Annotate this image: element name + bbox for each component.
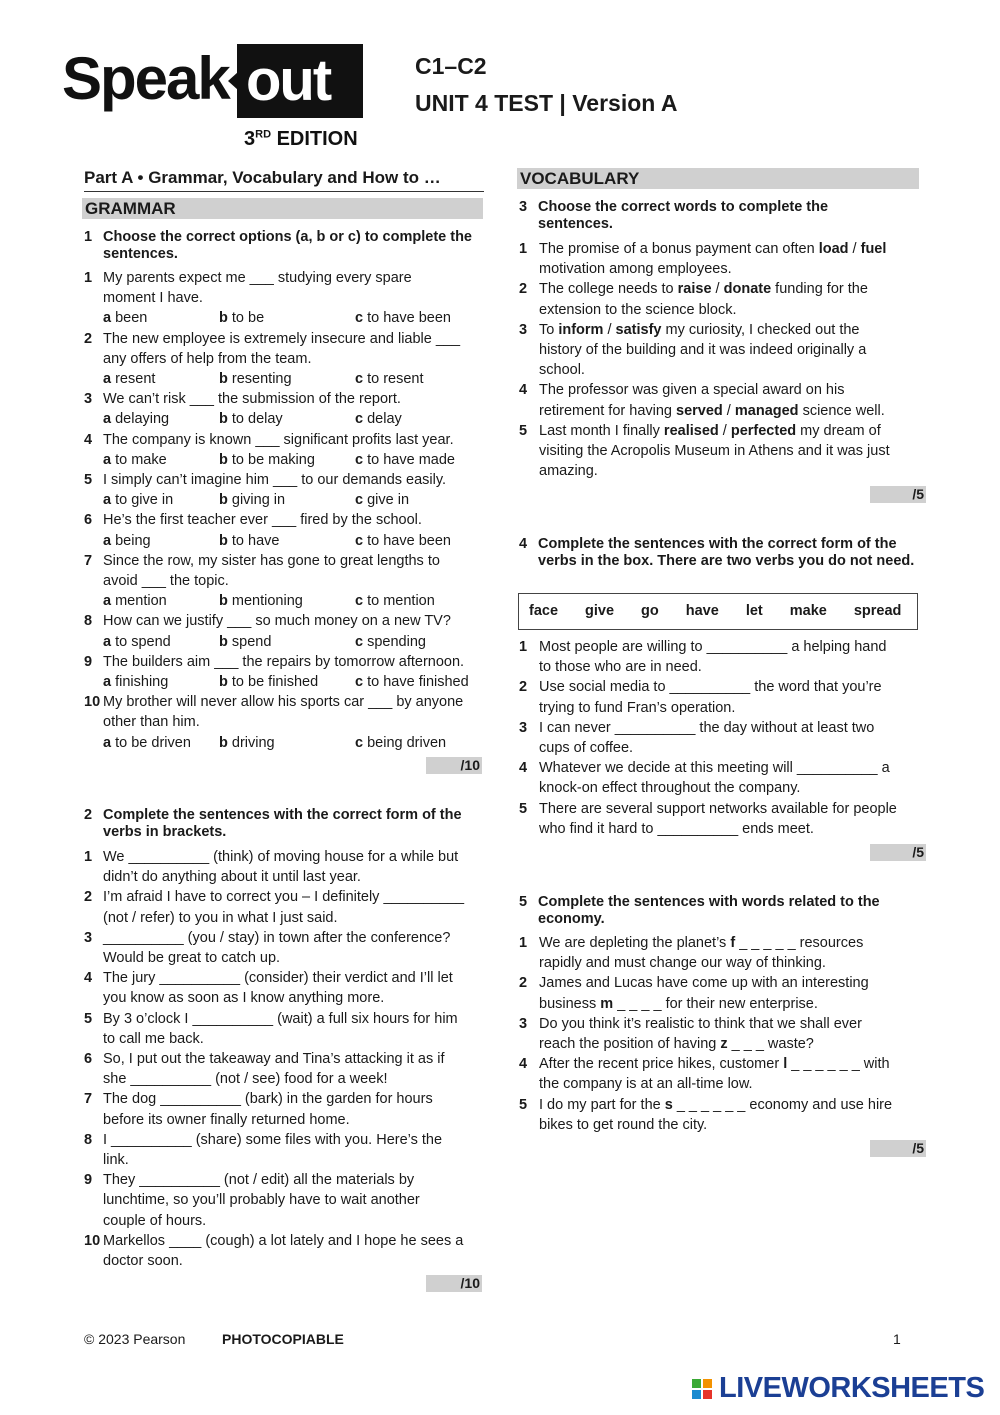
option-letter: c: [355, 411, 364, 428]
exercise-3-instruction: Choose the correct words to complete the sentences.: [538, 199, 829, 232]
question-text: My parents expect me ___ studying every spare: [103, 270, 412, 286]
question-text: The company is known ___ significant profits last year.: [103, 431, 454, 448]
question-text: lunchtime, so you’ll probably have to wait another: [103, 1192, 420, 1209]
option-text: delaying: [111, 411, 170, 428]
option-letter: a: [103, 532, 112, 549]
option-c[interactable]: [355, 450, 455, 470]
option-text: driving: [227, 734, 275, 751]
option-letter: b: [219, 674, 228, 690]
option-letter: b: [219, 411, 228, 428]
option-a[interactable]: [103, 531, 151, 551]
sentence-text: science well.: [798, 402, 885, 419]
option-text: finishing: [111, 674, 169, 690]
option-a[interactable]: [103, 591, 167, 611]
sentence-text: reach the position of having: [539, 1036, 721, 1052]
question-text: cups of coffee.: [539, 740, 634, 756]
edition-suffix: RD: [255, 128, 272, 141]
option-letter: c: [355, 734, 364, 751]
sentence-text: James and Lucas have come up with an interesting: [539, 975, 869, 992]
option-a[interactable]: [103, 490, 173, 510]
item-number: 6: [84, 1051, 93, 1067]
question-text: The dog __________ (bark) in the garden for hours: [103, 1091, 433, 1108]
question-text: The builders aim ___ the repairs by tomorrow afternoon.: [103, 653, 465, 670]
exercise-2-score: /10: [426, 1275, 482, 1292]
question-text: [539, 1054, 890, 1074]
sentence-text: _ _ _ _ _ _ with: [787, 1056, 890, 1073]
option-text: mention: [111, 593, 167, 610]
box-word: let: [745, 603, 763, 619]
question-text: [539, 300, 736, 320]
question-text: We can’t risk ___ the submission of the report.: [103, 391, 401, 408]
sentence-text: business: [539, 995, 601, 1012]
sentence-text: The promise of a bonus payment can often: [539, 241, 819, 257]
item-number: 1: [519, 935, 528, 951]
option-text: to resent: [363, 371, 424, 387]
question-text: any offers of help from the team.: [103, 350, 312, 367]
item-number: 1: [84, 849, 93, 865]
exercise-5-number: 5: [519, 894, 528, 910]
option-text: to be: [227, 310, 265, 327]
question-text: They __________ (not / edit) all the materials by: [103, 1172, 415, 1189]
sentence-text: Do you think it’s realistic to think that we shall ever: [539, 1015, 862, 1032]
item-number: 9: [84, 1172, 93, 1189]
sentence-text: my curiosity, I checked out the: [661, 321, 860, 338]
option-text: to spend: [111, 633, 171, 650]
question-text: He’s the first teacher ever ___ fired by the school.: [103, 512, 422, 529]
item-number: 1: [519, 639, 528, 655]
item-number: 2: [519, 975, 528, 992]
sentence-text: the company is at an all-time low.: [539, 1076, 753, 1093]
option-text: to have finished: [363, 674, 469, 690]
answer-choice[interactable]: f: [730, 935, 736, 951]
option-letter: c: [355, 310, 364, 327]
answer-choice[interactable]: load: [818, 241, 849, 257]
question-text: I __________ (share) some files with you. Here’s the: [103, 1131, 443, 1148]
option-text: to have made: [363, 451, 455, 468]
sentence-text: /: [603, 321, 616, 338]
option-text: being driven: [363, 734, 447, 751]
exercise-5-instruction: Complete the sentences with words related to the economy.: [538, 894, 880, 927]
logo-speak-word: Speak: [62, 45, 229, 112]
item-number: 10: [84, 1232, 101, 1249]
option-a[interactable]: [103, 733, 191, 753]
question-text: [539, 933, 863, 953]
item-number: 4: [519, 1056, 528, 1073]
item-number: 9: [84, 653, 93, 670]
answer-choice[interactable]: donate: [723, 281, 772, 298]
option-letter: b: [219, 633, 228, 650]
grammar-section-bar: GRAMMAR: [82, 198, 483, 219]
sentence-text: /: [848, 241, 861, 257]
option-letter: c: [355, 593, 364, 610]
option-c[interactable]: [355, 672, 469, 692]
question-text: [539, 953, 826, 973]
item-number: 4: [519, 760, 528, 777]
sentence-text: To: [539, 321, 559, 338]
item-number: 7: [84, 552, 93, 569]
option-letter: b: [219, 734, 228, 751]
edition-number: 3: [244, 128, 256, 150]
exercise-3-score: /5: [870, 486, 926, 503]
option-a[interactable]: [103, 450, 167, 470]
question-text: knock-on effect throughout the company.: [539, 780, 801, 797]
answer-choice[interactable]: perfected: [730, 422, 797, 439]
sentence-text: _ _ _ waste?: [727, 1036, 814, 1052]
item-number: 5: [84, 472, 93, 488]
option-letter: b: [219, 451, 228, 468]
option-letter: b: [219, 310, 228, 327]
question-text: [539, 1034, 814, 1054]
item-number: 3: [84, 929, 93, 946]
option-letter: a: [103, 310, 112, 327]
question-text: [539, 1014, 862, 1034]
sentence-text: amazing.: [539, 463, 598, 480]
sentence-text: We are depleting the planet’s: [539, 935, 731, 951]
option-a[interactable]: [103, 308, 147, 328]
option-text: give in: [363, 492, 410, 509]
question-text: By 3 o’clock I __________ (wait) a full six hours for him: [103, 1010, 458, 1027]
verb-word-box: [518, 593, 918, 630]
item-number: 4: [519, 382, 528, 399]
sentence-text: Last month I finally: [539, 422, 664, 439]
option-letter: a: [103, 633, 112, 650]
box-word: have: [685, 603, 719, 619]
option-letter: a: [103, 593, 112, 610]
sentence-text: motivation among employees.: [539, 261, 732, 278]
part-heading: Part A • Grammar, Vocabulary and How to …: [84, 168, 484, 192]
question-text: I can never __________ the day without at least two: [539, 719, 875, 736]
question-text: So, I put out the takeaway and Tina’s attacking it as if: [103, 1051, 445, 1067]
question-text: How can we justify ___ so much money on a new TV?: [103, 613, 451, 630]
option-text: to be finished: [227, 674, 319, 690]
sentence-text: The professor was given a special award on his: [539, 382, 845, 399]
item-number: 5: [519, 1096, 528, 1113]
question-text: to those who are in need.: [539, 659, 702, 676]
option-letter: b: [219, 593, 228, 610]
item-number: 8: [84, 613, 93, 630]
option-text: to delay: [227, 411, 283, 428]
answer-choice[interactable]: raise: [677, 281, 712, 298]
item-number: 10: [84, 694, 101, 711]
option-a[interactable]: [103, 409, 169, 429]
box-word: spread: [853, 603, 902, 619]
option-letter: c: [355, 532, 364, 549]
option-text: to have: [227, 532, 280, 549]
sentence-text: bikes to get round the city.: [539, 1116, 708, 1133]
question-text: [539, 279, 868, 299]
item-number: 5: [519, 422, 528, 439]
question-text: Since the row, my sister has gone to great lengths to: [103, 552, 440, 569]
option-text: to have been: [363, 310, 451, 327]
exercise-4-score: /5: [870, 844, 926, 861]
question-text: We __________ (think) of moving house for a while but: [103, 849, 459, 865]
option-c[interactable]: [355, 733, 446, 753]
question-text: doctor soon.: [103, 1253, 183, 1269]
option-letter: a: [103, 674, 112, 690]
option-letter: c: [355, 492, 364, 509]
sentence-text: /: [718, 422, 731, 439]
item-number: 2: [84, 889, 93, 906]
option-a[interactable]: [103, 369, 155, 389]
question-text: [539, 461, 598, 481]
question-text: moment I have.: [103, 290, 203, 307]
box-word: make: [789, 603, 827, 619]
item-number: 1: [84, 270, 93, 286]
option-letter: c: [355, 371, 364, 387]
exercise-1-score: /10: [426, 757, 482, 774]
option-letter: b: [219, 532, 228, 549]
question-text: [539, 239, 886, 259]
option-text: to have been: [363, 532, 451, 549]
question-text: [539, 1115, 707, 1135]
option-text: being: [111, 532, 151, 549]
question-text: There are several support networks available for people: [539, 800, 897, 817]
item-number: 4: [84, 431, 93, 448]
question-text: Would be great to catch up.: [103, 950, 281, 966]
option-b[interactable]: [219, 369, 292, 389]
item-number: 4: [84, 970, 93, 987]
option-a[interactable]: [103, 672, 168, 692]
option-text: spend: [227, 633, 272, 650]
footer-copyright: © 2023 Pearson: [84, 1331, 186, 1347]
option-letter: a: [103, 492, 112, 509]
page-number: 1: [893, 1331, 901, 1347]
option-letter: a: [103, 411, 112, 428]
exercise-4-number: 4: [519, 536, 528, 552]
option-c[interactable]: [355, 591, 435, 611]
answer-choice[interactable]: s: [664, 1096, 673, 1113]
option-text: to make: [111, 451, 167, 468]
question-text: to call me back.: [103, 1030, 204, 1047]
option-text: been: [111, 310, 148, 327]
item-number: 3: [519, 321, 528, 338]
vocabulary-section-bar: VOCABULARY: [517, 168, 919, 189]
box-word: face: [529, 603, 559, 619]
sentence-text: visiting the Acropolis Museum in Athens and it was just: [539, 443, 890, 459]
question-text: [539, 1095, 892, 1115]
question-text: [539, 1074, 753, 1094]
option-text: spending: [363, 633, 426, 650]
sentence-text: I do my part for the: [539, 1096, 665, 1113]
sentence-text: history of the building and it was indeed originally a: [539, 342, 867, 358]
option-letter: c: [355, 633, 364, 650]
question-text: The new employee is extremely insecure and liable ___: [103, 330, 461, 347]
item-number: 2: [519, 281, 528, 298]
test-title: UNIT 4 TEST | Version A: [415, 90, 678, 116]
question-text: she __________ (not / see) food for a week!: [103, 1071, 388, 1088]
option-text: to be driven: [111, 734, 191, 751]
sentence-text: /: [722, 402, 735, 419]
question-text: [539, 994, 818, 1014]
question-text: (not / refer) to you in what I just said.: [103, 909, 338, 926]
sentence-text: my dream of: [796, 422, 881, 439]
sentence-text: rapidly and must change our way of thinking.: [539, 955, 826, 972]
option-c[interactable]: [355, 369, 424, 389]
option-text: resenting: [227, 371, 292, 387]
item-number: 5: [84, 1010, 93, 1027]
question-text: Markellos ____ (cough) a lot lately and I hope he sees a: [103, 1232, 464, 1249]
answer-choice[interactable]: inform: [558, 321, 604, 338]
item-number: 7: [84, 1091, 93, 1108]
question-text: couple of hours.: [103, 1212, 207, 1229]
sentence-text: The college needs to: [539, 281, 678, 298]
option-b[interactable]: [219, 672, 318, 692]
question-text: link.: [103, 1152, 129, 1168]
option-letter: c: [355, 451, 364, 468]
edition-word: EDITION: [271, 128, 358, 150]
answer-choice[interactable]: z: [720, 1036, 728, 1052]
sentence-text: _ _ _ _ for their new enterprise.: [613, 995, 818, 1012]
item-number: 3: [519, 719, 528, 736]
sentence-text: /: [711, 281, 724, 298]
option-letter: a: [103, 371, 112, 387]
question-text: [539, 380, 844, 400]
question-text: [539, 340, 866, 360]
exercise-2-instruction: Complete the sentences with the correct form of the verbs in brackets.: [103, 807, 462, 840]
option-b[interactable]: [219, 591, 303, 611]
option-b[interactable]: [219, 409, 283, 429]
option-b[interactable]: [219, 531, 279, 551]
item-number: 6: [84, 512, 93, 529]
option-letter: c: [355, 674, 364, 690]
option-text: to be making: [227, 451, 315, 468]
sentence-text: extension to the science block.: [539, 301, 737, 318]
item-number: 2: [519, 679, 528, 696]
option-letter: a: [103, 451, 112, 468]
option-b[interactable]: [219, 490, 285, 510]
question-text: Use social media to __________ the word that you’re: [539, 679, 882, 696]
option-b[interactable]: [219, 308, 264, 328]
option-letter: b: [219, 492, 228, 509]
sentence-text: funding for the: [771, 281, 868, 298]
sentence-text: _ _ _ _ _ _ economy and use hire: [672, 1096, 893, 1113]
option-letter: a: [103, 734, 112, 751]
question-text: [539, 401, 885, 421]
option-text: delay: [363, 411, 402, 428]
question-text: __________ (you / stay) in town after the conference?: [103, 929, 451, 946]
answer-choice[interactable]: l: [783, 1056, 788, 1073]
option-a[interactable]: [103, 632, 171, 652]
question-text: [539, 320, 859, 340]
item-number: 1: [519, 241, 528, 257]
option-text: resent: [111, 371, 156, 387]
option-text: to mention: [363, 593, 435, 610]
option-c[interactable]: [355, 531, 451, 551]
option-text: to give in: [111, 492, 174, 509]
sentence-text: After the recent price hikes, customer: [539, 1056, 784, 1073]
option-c[interactable]: [355, 409, 402, 429]
exercise-4-instruction: Complete the sentences with the correct form of the verbs in the box. There are two verbs you do not need.: [538, 536, 915, 569]
answer-choice[interactable]: realised: [663, 422, 719, 439]
item-number: 3: [519, 1015, 528, 1032]
logo-out-word: out: [246, 48, 331, 113]
level-label: C1–C2: [415, 53, 487, 79]
sentence-text: retirement for having: [539, 402, 677, 419]
question-text: didn’t do anything about it until last year.: [103, 869, 361, 886]
sentence-text: _ _ _ _ _ resources: [735, 935, 864, 951]
exercise-5-score: /5: [870, 1140, 926, 1157]
option-letter: b: [219, 371, 228, 387]
liveworksheets-logo-icon: [692, 1379, 712, 1399]
question-text: I’m afraid I have to correct you – I definitely __________: [103, 889, 465, 906]
question-text: The jury __________ (consider) their verdict and I’ll let: [103, 970, 453, 987]
option-text: mentioning: [227, 593, 303, 610]
option-c[interactable]: [355, 490, 409, 510]
question-text: My brother will never allow his sports car ___ by anyone: [103, 694, 464, 711]
exercise-1-instruction: Choose the correct options (a, b or c) to complete the sentences.: [103, 229, 472, 262]
item-number: 5: [519, 800, 528, 817]
exercise-1-number: 1: [84, 229, 93, 245]
question-text: [539, 259, 732, 279]
answer-choice[interactable]: managed: [734, 402, 799, 419]
question-text: before its owner finally returned home.: [103, 1111, 350, 1128]
option-c[interactable]: [355, 632, 426, 652]
option-b[interactable]: [219, 733, 275, 753]
option-c[interactable]: [355, 308, 451, 328]
answer-choice[interactable]: m: [600, 995, 614, 1012]
question-text: other than him.: [103, 714, 200, 731]
question-text: I simply can’t imagine him ___ to our demands easily.: [103, 472, 447, 488]
item-number: 2: [84, 330, 93, 347]
option-b[interactable]: [219, 632, 271, 652]
answer-choice[interactable]: satisfy: [615, 321, 662, 338]
sentence-text: school.: [539, 362, 585, 379]
exercise-2-number: 2: [84, 807, 93, 823]
question-text: [539, 973, 869, 993]
question-text: Whatever we decide at this meeting will __________ a: [539, 760, 890, 777]
logo-edition: [244, 128, 358, 151]
item-number: 3: [84, 391, 93, 408]
question-text: avoid ___ the topic.: [103, 573, 229, 589]
liveworksheets-watermark: LIVEWORKSHEETS: [719, 1372, 985, 1404]
answer-choice[interactable]: fuel: [860, 241, 887, 257]
question-text: [539, 441, 890, 461]
question-text: Most people are willing to __________ a helping hand: [539, 639, 887, 655]
question-text: who find it hard to __________ ends meet.: [539, 820, 814, 837]
option-text: giving in: [227, 492, 286, 509]
question-text: you know as soon as I know anything more.: [103, 990, 385, 1007]
item-number: 8: [84, 1131, 93, 1148]
exercise-3-number: 3: [519, 199, 528, 215]
box-word: give: [585, 603, 615, 619]
option-b[interactable]: [219, 450, 315, 470]
answer-choice[interactable]: served: [676, 402, 723, 419]
box-word: go: [641, 603, 659, 619]
question-text: [539, 421, 881, 441]
question-text: trying to fund Fran’s operation.: [539, 699, 736, 716]
question-text: [539, 360, 585, 380]
footer-photocopiable: PHOTOCOPIABLE: [222, 1331, 344, 1347]
